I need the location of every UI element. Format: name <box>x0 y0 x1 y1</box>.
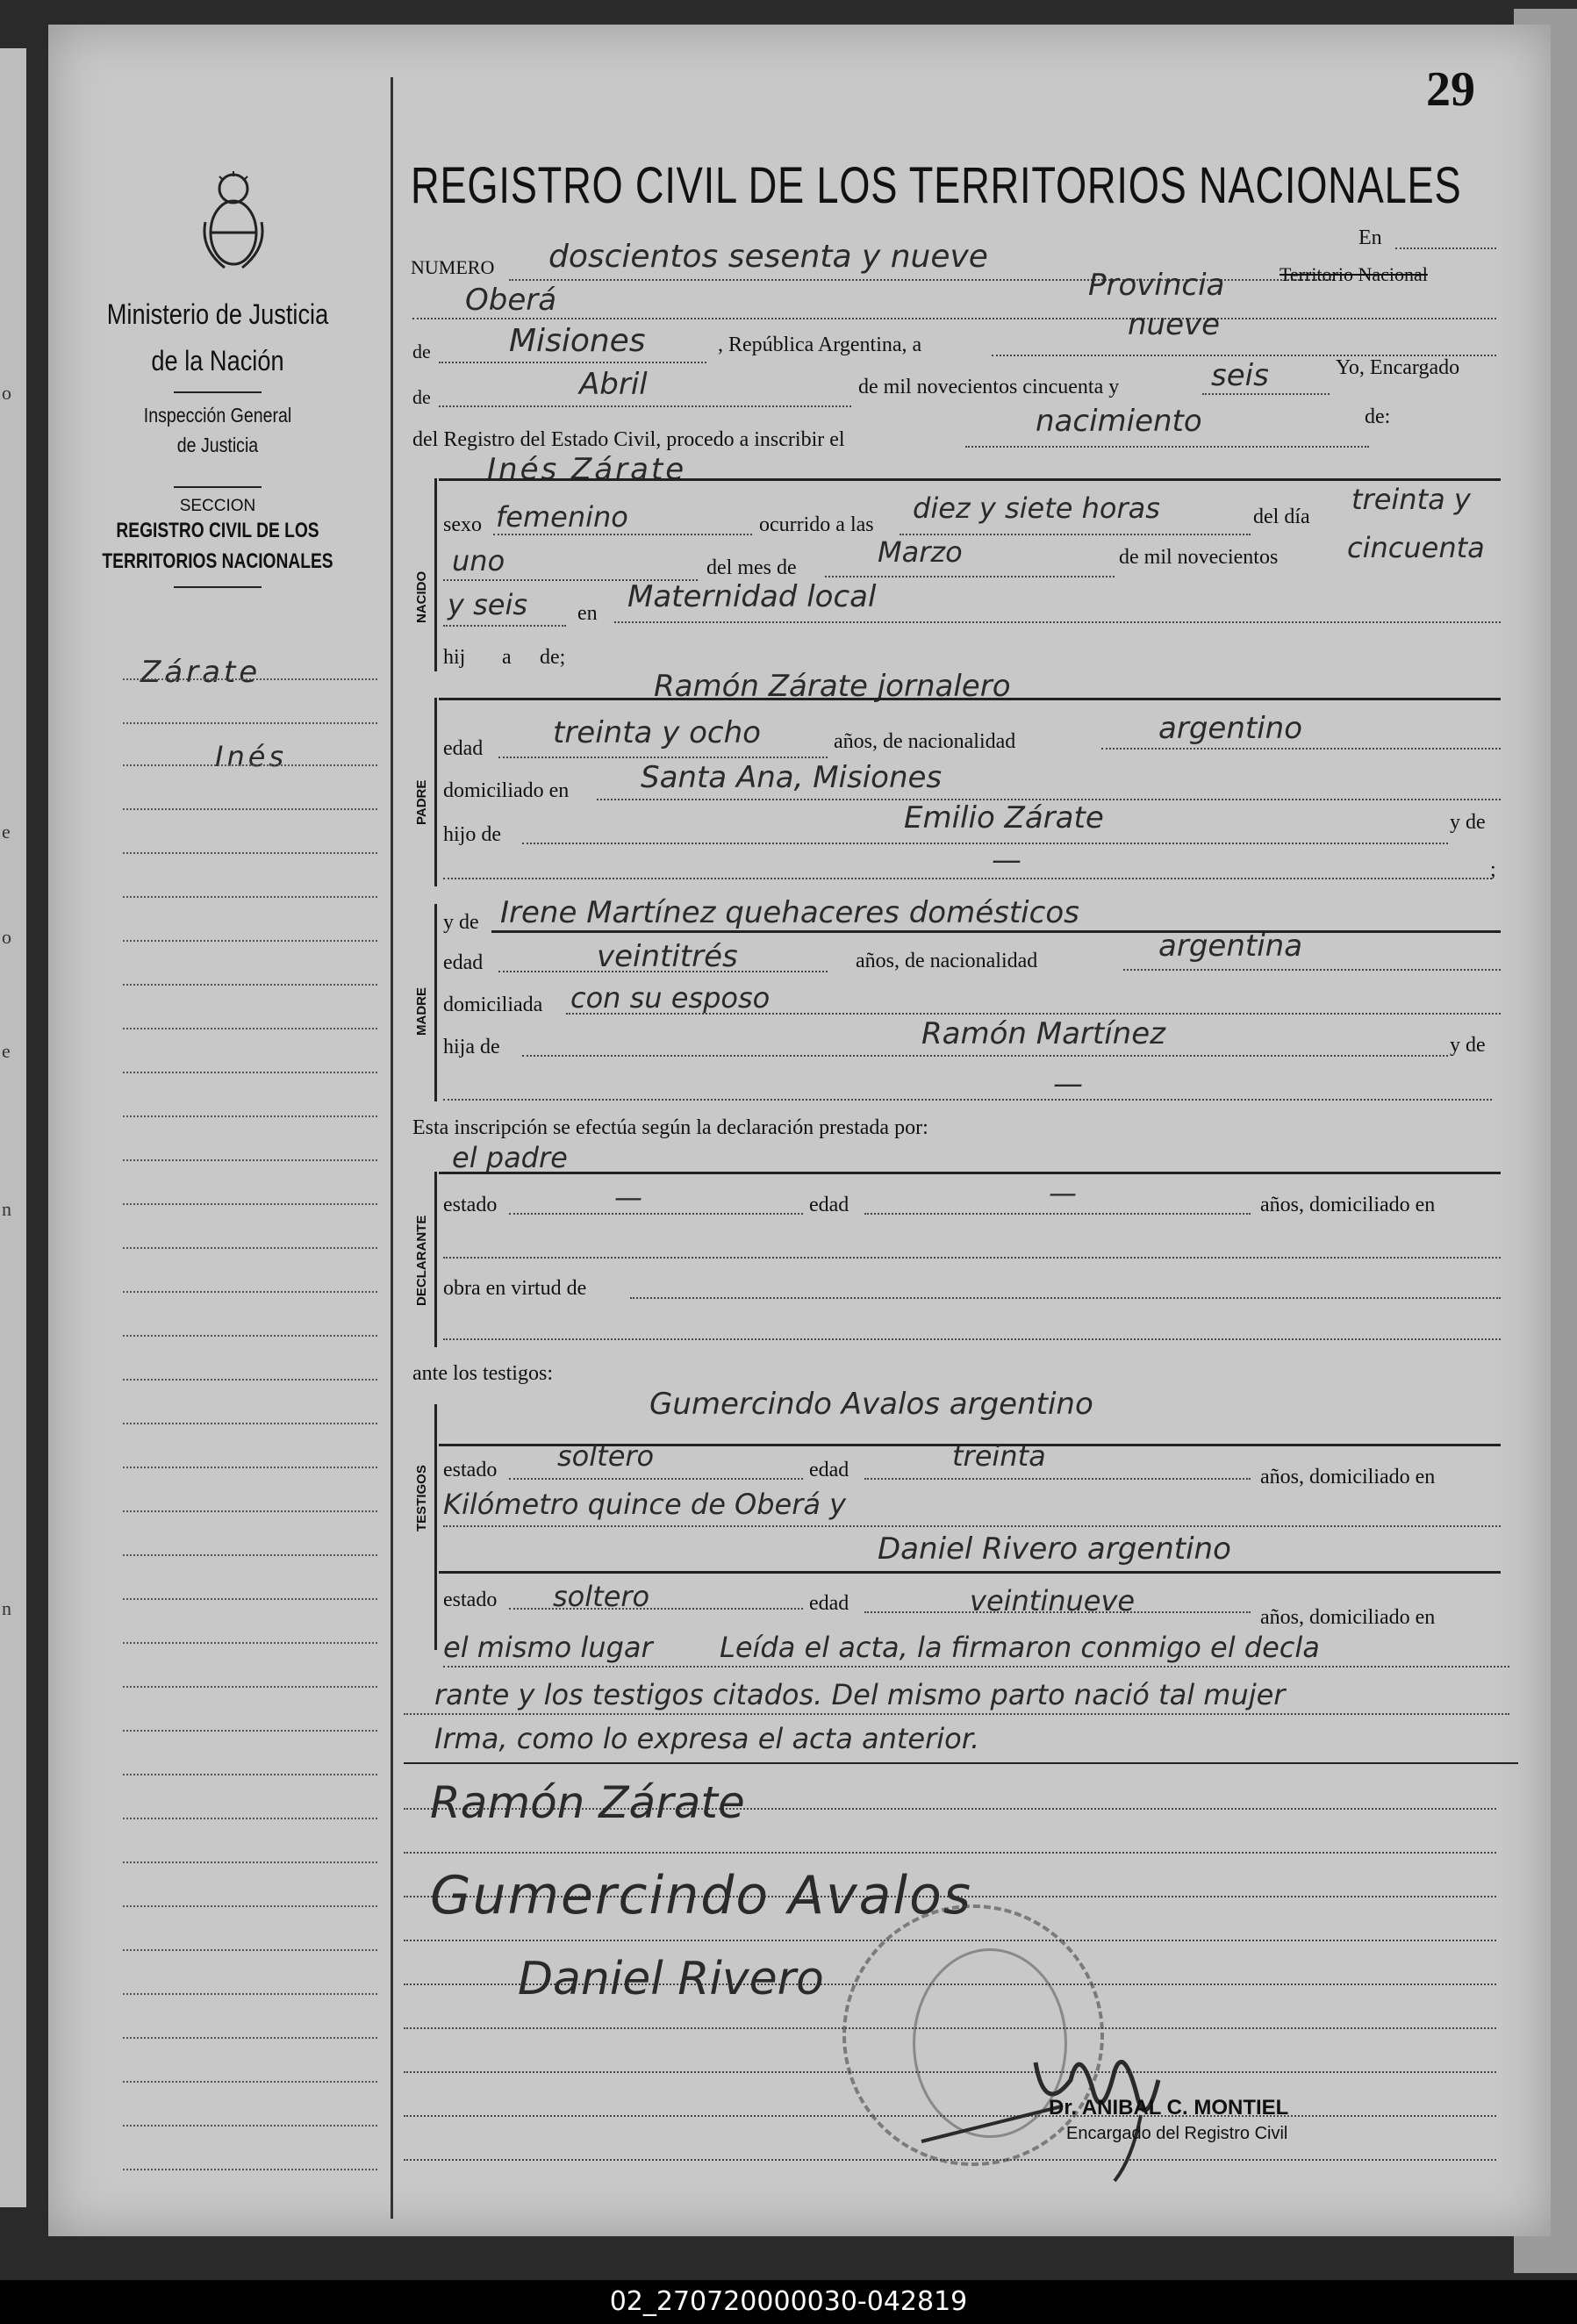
territorio-struck: Territorio Nacional <box>1280 263 1428 285</box>
officer-title: Encargado del Registro Civil <box>1066 2124 1288 2143</box>
signature-2: Gumercindo Avalos <box>430 1865 973 1926</box>
year-value: seis <box>1211 358 1269 393</box>
testigo-2-edad: veintinueve <box>970 1584 1136 1617</box>
left-page-fragment: n <box>2 1198 11 1220</box>
declarante-dash: — <box>1049 1176 1077 1209</box>
padre-dom-value: Santa Ana, Misiones <box>641 760 943 795</box>
ministry-line-3: Inspección General <box>143 404 292 427</box>
padre-dash: — <box>992 843 1021 878</box>
testigo-1-estado: soltero <box>557 1439 655 1473</box>
madre-bracket <box>434 904 437 1101</box>
nacido-year-value-2: y seis <box>448 588 528 621</box>
del-dia-label: del día <box>1253 506 1310 528</box>
ministry-line-5: SECCION <box>179 497 256 515</box>
officer-name: Dr. ANIBAL C. MONTIEL <box>1049 2096 1289 2120</box>
provincia-value: Provincia <box>1088 268 1225 303</box>
margin-given-name: Inés <box>215 740 288 773</box>
de-label: de <box>412 341 431 362</box>
left-page-fragment: e <box>2 821 11 843</box>
nacido-name: Inés Zárate <box>487 452 687 487</box>
dotted-line <box>1395 247 1496 249</box>
testigo-2-edad-label: edad <box>809 1592 849 1615</box>
republica-text: , República Argentina, a <box>718 334 922 356</box>
dotted-line <box>614 621 1501 623</box>
registro-text: del Registro del Estado Civil, procedo a inscribir el <box>412 428 845 451</box>
madre-y-de-label: y de <box>443 911 479 934</box>
document-title: REGISTRO CIVIL DE LOS TERRITORIOS NACIONALES <box>411 157 1462 214</box>
dotted-line <box>630 1297 1501 1299</box>
hij-label: hij <box>443 646 466 669</box>
section-rule <box>439 478 1501 481</box>
sexo-value: femenino <box>496 500 628 534</box>
madre-edad-label: edad <box>443 951 484 974</box>
margin-column <box>60 25 376 2236</box>
nacido-year-value: cincuenta <box>1347 531 1485 564</box>
dotted-line <box>493 534 752 535</box>
dotted-line <box>509 1478 803 1480</box>
madre-name: Irene Martínez quehaceres domésticos <box>500 895 1079 930</box>
obra-label: obra en virtud de <box>443 1277 587 1300</box>
left-page-fragment: n <box>2 1597 11 1619</box>
year-text: de mil novecientos cincuenta y <box>858 376 1120 398</box>
madre-y-de: y de <box>1450 1034 1486 1057</box>
dotted-line <box>864 1213 1251 1215</box>
padre-name: Ramón Zárate jornalero <box>654 669 1011 704</box>
dotted-line <box>498 757 828 758</box>
dotted-line <box>443 878 1492 879</box>
signature-3: Daniel Rivero <box>518 1953 824 2005</box>
testigo-2-estado: soltero <box>553 1580 650 1613</box>
nacido-place-value: Maternidad local <box>627 579 877 614</box>
testigo-2-estado-label: estado <box>443 1589 498 1611</box>
hij-de-label: de; <box>540 646 566 669</box>
dotted-line <box>443 625 566 627</box>
section-rule <box>491 930 1501 933</box>
dotted-line <box>443 1666 1509 1668</box>
padre-anos-label: años, de nacionalidad <box>834 730 1016 753</box>
de-label-2: de <box>412 386 431 408</box>
mes-label: del mes de <box>706 556 797 579</box>
dotted-line <box>443 1099 1492 1101</box>
dotted-line <box>522 1055 1448 1057</box>
dotted-line <box>443 1257 1501 1259</box>
madre-hija-value: Ramón Martínez <box>921 1016 1165 1051</box>
testigo-1-name: Gumercindo Avalos argentino <box>649 1387 1093 1422</box>
ministry-divider <box>174 586 262 588</box>
month-value: Abril <box>579 367 648 402</box>
testigo-2-name: Daniel Rivero argentino <box>878 1531 1231 1567</box>
hij-suffix: a <box>502 646 512 669</box>
ministry-line-4: de Justicia <box>176 434 259 456</box>
declarante-edad-label: edad <box>809 1194 849 1216</box>
sexo-label: sexo <box>443 513 482 536</box>
notes-line-2: rante y los testigos citados. Del mismo parto nació tal mujer <box>434 1678 1286 1711</box>
left-page-edge <box>0 48 26 2207</box>
padre-edad-value: treinta y ocho <box>553 715 761 750</box>
declarante-estado-label: estado <box>443 1194 498 1216</box>
margin-divider <box>391 77 393 2219</box>
notes-line-3: Irma, como lo expresa el acta anterior. <box>434 1722 980 1755</box>
hour-value: diez y siete horas <box>913 491 1160 525</box>
testigos-bracket <box>434 1404 437 1650</box>
dotted-line <box>443 1338 1501 1340</box>
coat-of-arms-icon <box>198 169 269 275</box>
nacido-label: NACIDO <box>414 570 429 623</box>
madre-dash: — <box>1053 1066 1083 1101</box>
declarante-value: el padre <box>452 1141 568 1174</box>
dotted-line <box>439 405 851 407</box>
signature-1: Ramón Zárate <box>430 1777 745 1828</box>
ministry-line-7: TERRITORIOS NACIONALES <box>102 549 333 573</box>
ministry-line-1: Ministerio de Justicia <box>106 298 329 330</box>
dotted-line <box>825 576 1115 577</box>
testigo-1-anos-label: años, domiciliado en <box>1260 1466 1436 1488</box>
declaracion-text: Esta inscripción se efectúa según la declaración prestada por: <box>412 1116 928 1139</box>
testigos-text: ante los testigos: <box>412 1362 553 1385</box>
nacido-bracket <box>434 478 437 671</box>
mil-label: de mil novecientos <box>1119 546 1279 569</box>
dotted-line <box>509 1213 803 1215</box>
left-page-fragment: e <box>2 1040 11 1062</box>
dotted-line <box>404 1852 1496 1854</box>
en-label-nacido: en <box>577 602 598 625</box>
testigo-1-edad-label: edad <box>809 1459 849 1481</box>
ministry-line-6: REGISTRO CIVIL DE LOS <box>116 519 319 542</box>
ocurrido-label: ocurrido a las <box>759 513 874 536</box>
de-colon: de: <box>1365 405 1391 428</box>
margin-surname: Zárate <box>140 655 262 690</box>
left-page-fragment: o <box>2 926 11 948</box>
madre-edad-value: veintitrés <box>597 939 738 974</box>
dotted-line <box>522 843 1448 844</box>
dotted-line <box>443 1525 1501 1527</box>
madre-dom-label: domiciliada <box>443 993 543 1016</box>
padre-bracket <box>434 698 437 886</box>
nacido-month-value: Marzo <box>878 535 963 569</box>
testigo-1-dom: Kilómetro quince de Oberá y <box>443 1488 847 1521</box>
dotted-line <box>864 1478 1251 1480</box>
section-rule <box>439 1172 1501 1174</box>
padre-hijo-label: hijo de <box>443 823 501 846</box>
padre-semicolon: ; <box>1490 858 1496 881</box>
testigo-2-anos-label: años, domiciliado en <box>1260 1606 1436 1629</box>
declarante-dash: — <box>614 1180 642 1214</box>
padre-hijo-value: Emilio Zárate <box>904 800 1104 836</box>
dotted-line <box>1101 748 1501 750</box>
en-label: En <box>1358 226 1382 249</box>
dotted-line <box>965 446 1369 448</box>
numero-value: doscientos sesenta y nueve <box>548 239 988 275</box>
madre-anos-label: años, de nacionalidad <box>856 950 1038 972</box>
page-number: 29 <box>1426 62 1475 117</box>
madre-nac-value: argentina <box>1158 929 1303 964</box>
numero-label: NUMERO <box>411 256 495 278</box>
testigo-2-dom: el mismo lugar <box>443 1631 653 1664</box>
encargado-text: Yo, Encargado <box>1336 356 1460 379</box>
madre-hija-label: hija de <box>443 1036 500 1058</box>
padre-edad-label: edad <box>443 737 484 760</box>
padre-nac-value: argentino <box>1158 711 1302 746</box>
day-value: nueve <box>1128 307 1221 342</box>
dotted-line <box>439 362 706 363</box>
dotted-line <box>404 1713 1509 1715</box>
declarante-bracket <box>434 1172 437 1347</box>
declarante-anos-label: años, domiciliado en <box>1260 1194 1436 1216</box>
image-caption: 02_270720000030-042819 <box>0 2280 1577 2324</box>
dotted-line <box>1123 969 1501 971</box>
padre-dom-label: domiciliado en <box>443 779 570 802</box>
dotted-line <box>1202 393 1330 395</box>
ministry-divider <box>174 486 262 488</box>
testigos-label: TESTIGOS <box>414 1465 429 1531</box>
act-value: nacimiento <box>1036 404 1202 439</box>
province-value: Misiones <box>509 323 646 359</box>
padre-label: PADRE <box>414 779 429 825</box>
nacido-day-value-2: uno <box>452 544 505 577</box>
nacido-day-value: treinta y <box>1351 483 1471 516</box>
testigo-1-estado-label: estado <box>443 1459 498 1481</box>
testigo-1-edad: treinta <box>952 1439 1046 1473</box>
place-value: Oberá <box>465 283 557 318</box>
declarante-label: DECLARANTE <box>414 1215 429 1306</box>
section-rule <box>439 1571 1501 1574</box>
madre-label: MADRE <box>414 987 429 1036</box>
dotted-line <box>412 318 1496 319</box>
notes-line-1: Leída el acta, la firmaron conmigo el decla <box>720 1631 1320 1664</box>
section-rule <box>439 698 1501 700</box>
section-rule <box>404 1762 1518 1764</box>
ministry-line-2: de la Nación <box>151 345 284 377</box>
padre-y-de: y de <box>1450 811 1486 834</box>
left-page-fragment: o <box>2 382 11 404</box>
madre-dom-value: con su esposo <box>570 981 771 1015</box>
ministry-divider <box>174 391 262 393</box>
